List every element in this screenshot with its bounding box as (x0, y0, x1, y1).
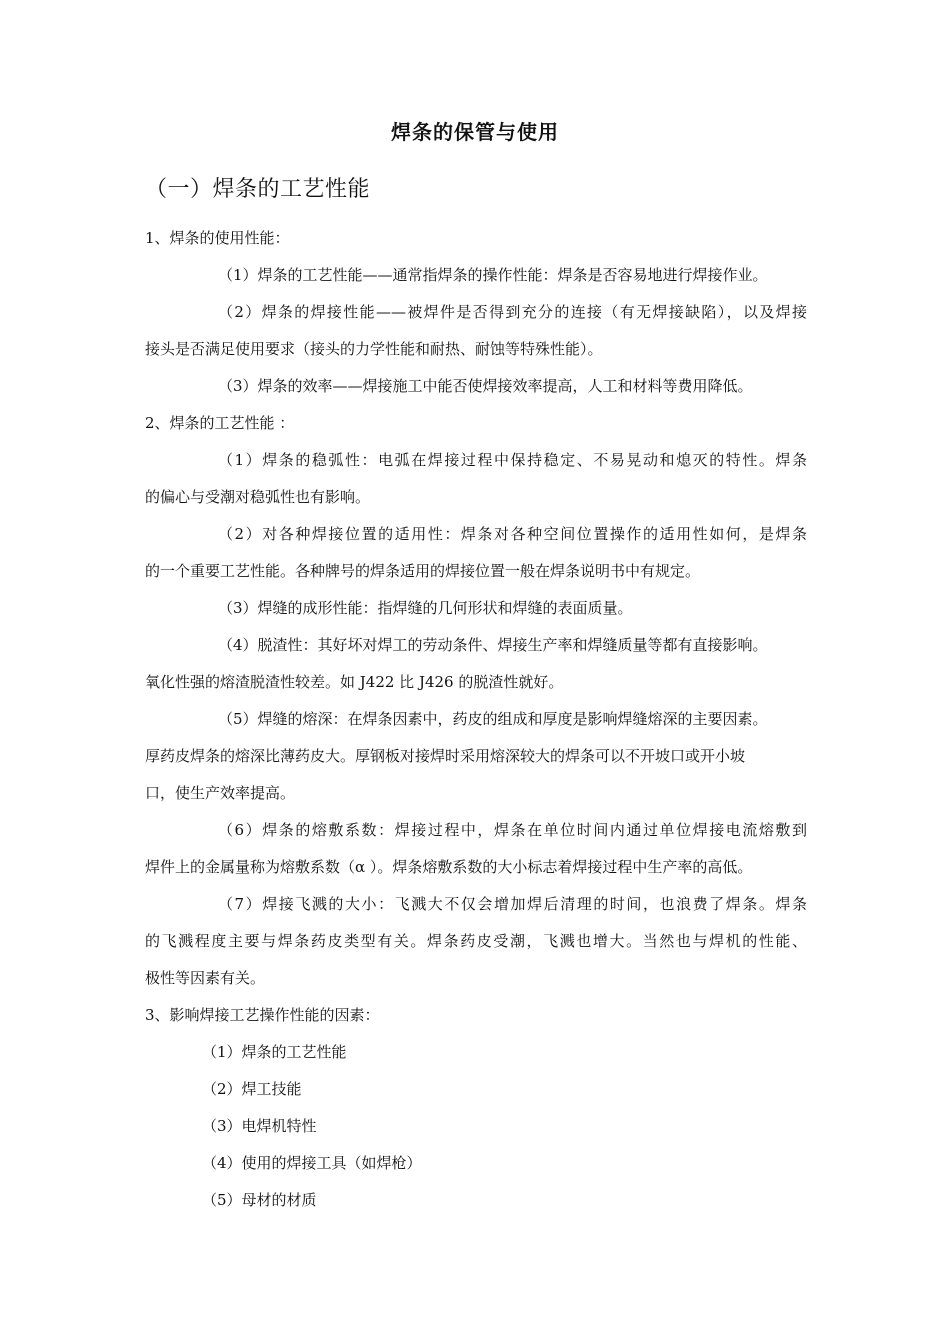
paragraph-line: （5）母材的材质 (202, 1191, 317, 1209)
paragraph-line: （1）焊条的工艺性能 (202, 1043, 347, 1061)
paragraph-line: 的飞溅程度主要与焊条药皮类型有关。焊条药皮受潮，飞溅也增大。当然也与焊机的性能、 (145, 932, 807, 950)
paragraph-line: （4）脱渣性：其好坏对焊工的劳动条件、焊接生产率和焊缝质量等都有直接影响。 (218, 636, 768, 654)
paragraph-line: 极性等因素有关。 (145, 969, 266, 987)
paragraph-line: 的偏心与受潮对稳弧性也有影响。 (145, 488, 371, 506)
paragraph-line: 1、焊条的使用性能： (145, 229, 290, 247)
paragraph-line: （4）使用的焊接工具（如焊枪） (202, 1154, 422, 1172)
paragraph-line: （1）焊条的工艺性能——通常指焊条的操作性能：焊条是否容易地进行焊接作业。 (218, 266, 768, 284)
paragraph-line: （1）焊条的稳弧性：电弧在焊接过程中保持稳定、不易晃动和熄灭的特性。焊条 (218, 451, 807, 469)
paragraph-line: （2）焊条的焊接性能——被焊件是否得到充分的连接（有无焊接缺陷），以及焊接 (218, 303, 807, 321)
paragraph-line: （2）焊工技能 (202, 1080, 302, 1098)
paragraph-line: 3、影响焊接工艺操作性能的因素： (145, 1006, 380, 1024)
paragraph-line: 口，使生产效率提高。 (145, 784, 296, 802)
document-title: 焊条的保管与使用 (391, 120, 559, 144)
paragraph-line: 焊件上的金属量称为熔敷系数（α ）。焊条熔敷系数的大小标志着焊接过程中生产率的高低。 (145, 858, 753, 876)
section-heading: （一）焊条的工艺性能 (145, 177, 371, 202)
paragraph-line: （3）电焊机特性 (202, 1117, 317, 1135)
paragraph-line: （5）焊缝的熔深：在焊条因素中，药皮的组成和厚度是影响焊缝熔深的主要因素。 (218, 710, 768, 728)
document-body (145, 220, 807, 1219)
paragraph-line: （3）焊缝的成形性能：指焊缝的几何形状和焊缝的表面质量。 (218, 599, 633, 617)
paragraph-line: （6）焊条的熔敷系数：焊接过程中，焊条在单位时间内通过单位焊接电流熔敷到 (218, 821, 807, 839)
paragraph-line: 2、焊条的工艺性能 ： (145, 414, 295, 432)
paragraph-line: 接头是否满足使用要求（接头的力学性能和耐热、耐蚀等特殊性能）。 (145, 340, 603, 358)
paragraph-line: 氧化性强的熔渣脱渣性较差。如 J422 比 J426 的脱渣性就好。 (145, 673, 564, 691)
paragraph-line: （3）焊条的效率——焊接施工中能否使焊接效率提高，人工和材料等费用降低。 (218, 377, 753, 395)
paragraph-line: 厚药皮焊条的熔深比薄药皮大。厚钢板对接焊时采用熔深较大的焊条可以不开坡口或开小坡 (145, 747, 746, 765)
paragraph-line: （7）焊接飞溅的大小：飞溅大不仅会增加焊后清理的时间，也浪费了焊条。焊条 (218, 895, 807, 913)
paragraph-line: 的一个重要工艺性能。各种牌号的焊条适用的焊接位置一般在焊条说明书中有规定。 (145, 562, 701, 580)
paragraph-line: （2）对各种焊接位置的适用性：焊条对各种空间位置操作的适用性如何，是焊条 (218, 525, 807, 543)
